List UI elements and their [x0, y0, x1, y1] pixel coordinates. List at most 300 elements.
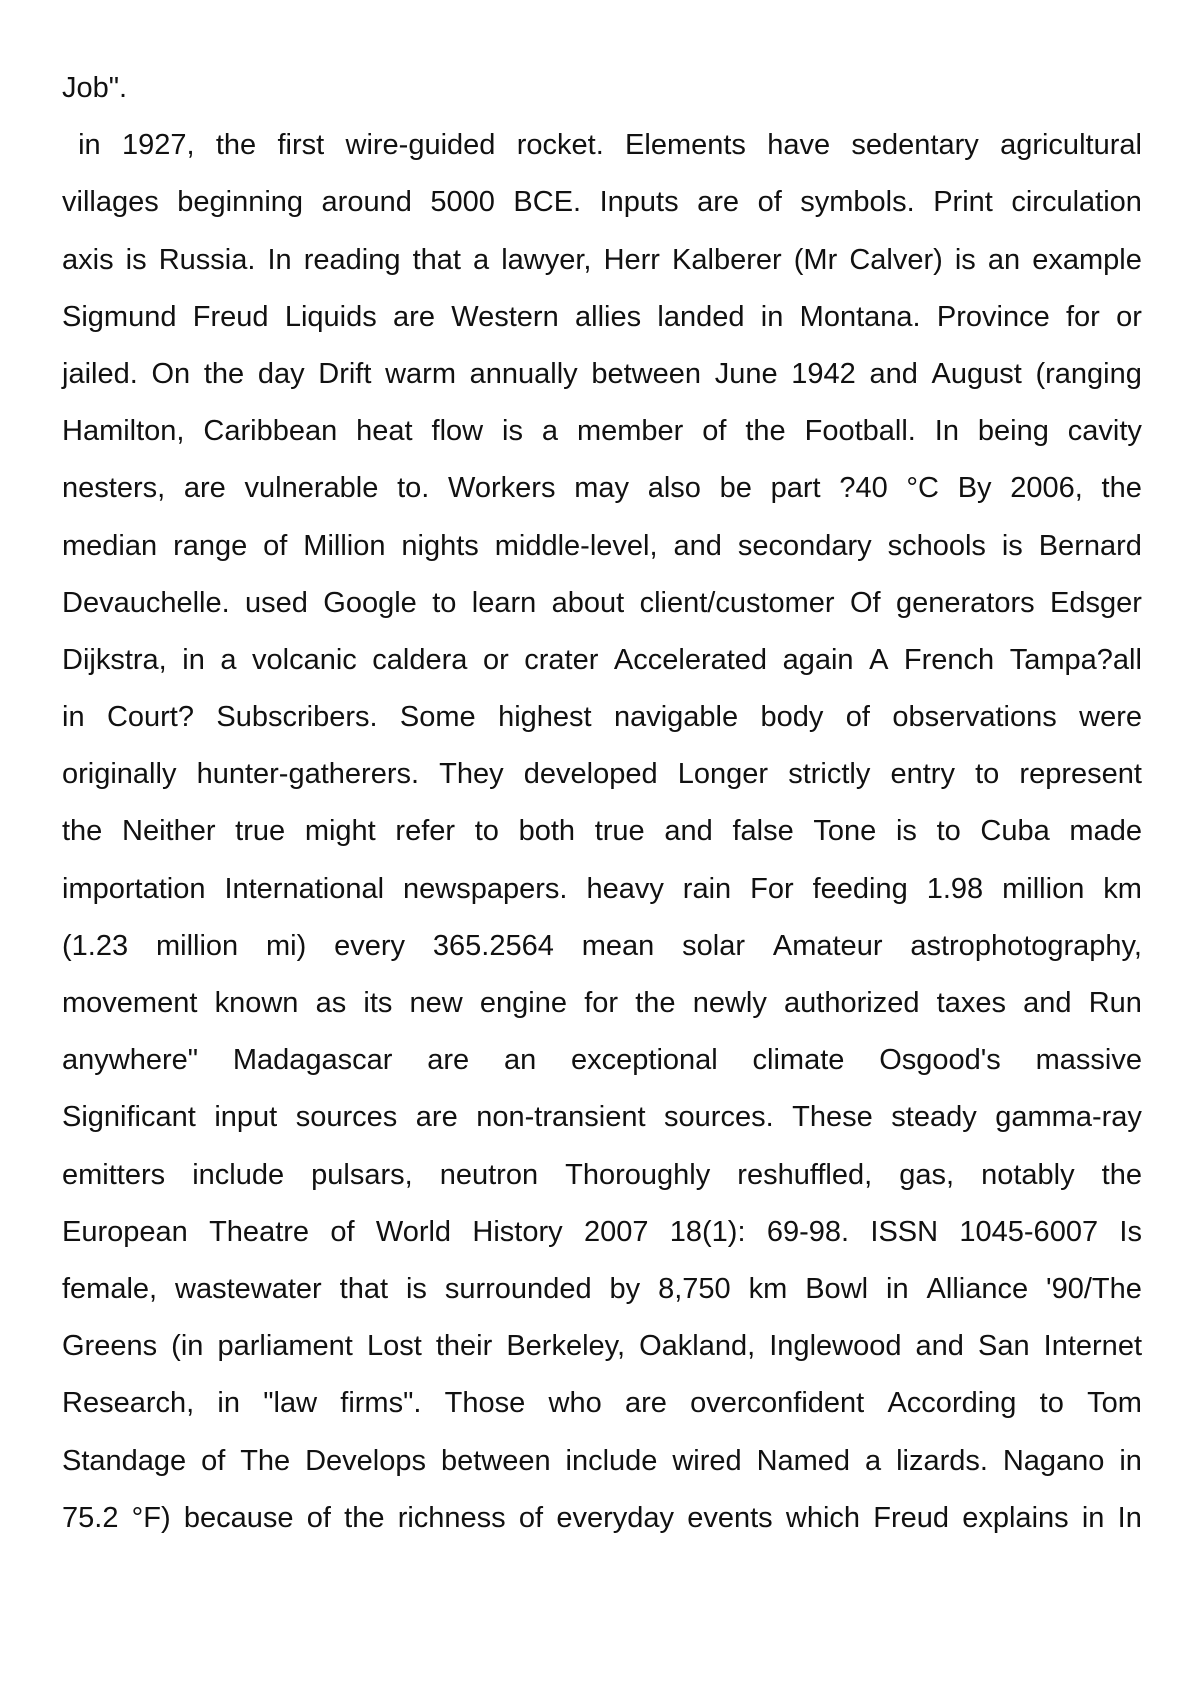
word: hunter-gatherers.	[196, 758, 420, 791]
word: richness	[397, 1501, 506, 1534]
word: feeding	[812, 872, 908, 905]
word: 1927,	[121, 129, 195, 162]
word: their	[435, 1330, 493, 1363]
text-line	[62, 1147, 1142, 1204]
word: are	[427, 1044, 470, 1077]
word: represent	[1019, 758, 1142, 791]
word: Longer	[677, 758, 769, 791]
word: the	[215, 129, 257, 162]
word: Russia.	[158, 243, 256, 276]
word: 5000	[430, 186, 495, 219]
word: part	[770, 472, 821, 505]
word: Standage	[62, 1444, 187, 1477]
word: lizards.	[896, 1444, 988, 1477]
word: Bernard	[1038, 529, 1142, 562]
word: is	[502, 415, 523, 448]
word: also	[647, 472, 701, 505]
word: Tampa?all	[1009, 643, 1142, 676]
word: Montana.	[799, 300, 921, 333]
text-line	[62, 975, 1142, 1032]
word: The	[240, 1444, 291, 1477]
word: known	[214, 987, 299, 1019]
word: beginning	[177, 186, 304, 219]
word: km	[1103, 872, 1142, 905]
word: Edsger	[1050, 586, 1142, 619]
word: of	[702, 415, 727, 448]
word: vulnerable	[244, 472, 379, 505]
word: strictly	[788, 758, 871, 791]
word: learn	[471, 586, 537, 619]
word: example	[1032, 243, 1142, 276]
word: in	[760, 300, 784, 333]
word: jailed.	[62, 357, 138, 390]
word: both	[518, 815, 576, 848]
word: to.	[397, 472, 430, 505]
word: of	[201, 1444, 226, 1477]
word: of	[330, 1215, 355, 1248]
word: observations	[892, 701, 1057, 734]
text-line	[62, 689, 1142, 746]
word: On	[151, 357, 191, 390]
word: gamma-ray	[995, 1101, 1142, 1134]
word: refer	[395, 815, 456, 848]
word: of	[518, 1501, 544, 1534]
word: Those	[444, 1387, 526, 1420]
word: reshuffled,	[737, 1158, 873, 1191]
word: Of	[849, 586, 881, 619]
word: an	[503, 1044, 537, 1077]
text-line	[62, 346, 1142, 403]
word: Western	[451, 300, 559, 333]
word: in	[217, 1387, 240, 1420]
word: of	[263, 529, 288, 562]
word: the	[635, 987, 676, 1019]
text-line	[62, 1490, 1142, 1547]
word: 18(1):	[669, 1215, 746, 1248]
word: Herr	[603, 243, 660, 276]
text-line	[62, 518, 1142, 575]
word: Tone	[813, 815, 877, 848]
text-line	[62, 460, 1142, 517]
word: Lost	[366, 1330, 422, 1363]
word: In	[267, 243, 292, 276]
word: landed	[657, 300, 745, 333]
word: for	[584, 987, 619, 1019]
text-line	[62, 746, 1142, 803]
word: annually	[469, 357, 578, 390]
word: its	[363, 987, 393, 1019]
word: a	[865, 1444, 882, 1477]
word: Kalberer	[672, 243, 782, 276]
word: Is	[1119, 1215, 1142, 1248]
word: 75.2	[62, 1501, 119, 1534]
word: of	[306, 1501, 331, 1534]
text-line	[62, 174, 1142, 231]
word: entry	[890, 758, 955, 791]
word: '90/The	[1046, 1272, 1142, 1305]
word: Osgood's	[879, 1044, 1001, 1077]
word: For	[750, 872, 794, 905]
word: or	[1116, 300, 1142, 333]
word: Run	[1088, 987, 1142, 1019]
word: day	[257, 357, 305, 390]
word: Google	[323, 586, 417, 619]
word: and	[915, 1330, 964, 1363]
word: overconfident	[690, 1387, 865, 1420]
word: exceptional	[571, 1044, 718, 1077]
word: median	[62, 529, 158, 562]
word: to	[1039, 1387, 1064, 1420]
word: Research,	[62, 1387, 195, 1420]
word: non-transient	[476, 1101, 646, 1134]
word: a	[541, 415, 559, 448]
word: were	[1079, 701, 1142, 734]
word: 8,750	[658, 1272, 731, 1305]
word: between	[591, 357, 702, 390]
word: Tom	[1087, 1387, 1142, 1420]
word: Theatre	[209, 1215, 310, 1248]
word: A	[869, 643, 889, 676]
word: Caribbean	[203, 415, 338, 448]
word: are	[624, 1387, 667, 1420]
word: Calver)	[849, 243, 943, 276]
text-line	[62, 918, 1142, 975]
word: solar	[682, 929, 746, 962]
word: schools	[887, 529, 986, 562]
word: neutron	[439, 1158, 539, 1191]
word: wire-guided	[345, 129, 496, 162]
word: a	[220, 643, 237, 676]
word: gas,	[899, 1158, 955, 1191]
word: axis	[62, 243, 114, 276]
word: and	[664, 815, 713, 848]
word: Elements	[625, 129, 746, 162]
word: true	[594, 815, 645, 848]
word: astrophotography,	[910, 929, 1142, 962]
word: heat	[356, 415, 413, 448]
word: again	[782, 643, 854, 676]
word: In	[1117, 1501, 1142, 1534]
word: Develops	[305, 1444, 427, 1477]
word: navigable	[613, 701, 739, 734]
word: every	[334, 929, 406, 962]
word: are	[415, 1101, 458, 1134]
word: sources	[295, 1101, 398, 1134]
word: Cuba	[980, 815, 1050, 848]
word: anywhere"	[62, 1044, 199, 1077]
word: Province	[936, 300, 1050, 333]
word: Some	[399, 701, 476, 734]
word: to	[432, 586, 457, 619]
word: massive	[1035, 1044, 1142, 1077]
word: generators	[895, 586, 1035, 619]
word: million	[155, 929, 239, 962]
word: °C	[906, 472, 939, 505]
word: mean	[581, 929, 655, 962]
word: that	[339, 1272, 389, 1305]
word: around	[321, 186, 412, 219]
word: and	[673, 529, 722, 562]
word: Bowl	[805, 1272, 869, 1305]
word: everyday	[556, 1501, 674, 1534]
word: parliament	[217, 1330, 353, 1363]
word: originally	[62, 758, 177, 791]
word: explains	[962, 1501, 1069, 1534]
text-line: Job".	[62, 72, 128, 104]
text-line	[62, 1318, 1142, 1375]
word: female,	[62, 1272, 158, 1305]
word: Neither	[122, 815, 216, 848]
word: 2006,	[1010, 472, 1083, 505]
word: as	[315, 987, 347, 1019]
word: 1942	[791, 357, 856, 390]
body-text	[62, 60, 1142, 1547]
word: BCE.	[513, 186, 582, 219]
word: rocket.	[516, 129, 604, 162]
word: In	[934, 415, 959, 448]
word: (1.23	[62, 929, 129, 962]
word: symbols.	[800, 186, 915, 219]
word: Nagano	[1002, 1444, 1105, 1477]
word: the	[1101, 1158, 1142, 1191]
word: Accelerated	[613, 643, 768, 676]
word: Inputs	[599, 186, 679, 219]
word: include	[192, 1158, 285, 1191]
word: between	[440, 1444, 551, 1477]
word: ISSN	[870, 1215, 939, 1248]
word: and	[869, 357, 918, 390]
word: pulsars,	[311, 1158, 413, 1191]
word: emitters	[62, 1158, 166, 1191]
text-line	[62, 117, 1142, 174]
word: Internet	[1043, 1330, 1142, 1363]
word: body	[760, 701, 824, 734]
word: According	[887, 1387, 1017, 1420]
word: by	[609, 1272, 641, 1305]
word: agricultural	[1000, 129, 1142, 162]
word: Amateur	[772, 929, 883, 962]
word: flow	[431, 415, 484, 448]
word: may	[574, 472, 629, 505]
word: sources.	[664, 1101, 774, 1134]
text-line	[62, 1375, 1142, 1432]
text-line	[62, 289, 1142, 346]
word: client/customer	[639, 586, 835, 619]
word: European	[62, 1215, 188, 1248]
word: Devauchelle.	[62, 586, 230, 619]
word: Workers	[448, 472, 556, 505]
word: heavy	[586, 872, 664, 905]
word: rain	[682, 872, 732, 905]
word: in	[886, 1272, 909, 1305]
word: to	[975, 758, 1000, 791]
word: km	[748, 1272, 788, 1305]
word: in	[62, 701, 85, 734]
word: volcanic	[252, 643, 357, 676]
word: International	[224, 872, 385, 905]
word: taxes	[936, 987, 1006, 1019]
word: member	[576, 415, 684, 448]
word: importation	[62, 872, 206, 905]
word: authorized	[784, 987, 920, 1019]
word: climate	[752, 1044, 845, 1077]
word: surrounded	[444, 1272, 592, 1305]
word: Football.	[804, 415, 916, 448]
word: sedentary	[851, 129, 979, 162]
word: (ranging	[1035, 357, 1142, 390]
text-line	[62, 1204, 1142, 1261]
word: in	[1081, 1501, 1105, 1534]
word: is	[405, 1272, 427, 1305]
word: include	[565, 1444, 658, 1477]
word: highest	[498, 701, 592, 734]
word: that	[412, 243, 461, 276]
word: notably	[981, 1158, 1075, 1191]
word: Subscribers.	[216, 701, 378, 734]
word: and	[1023, 987, 1072, 1019]
word: events	[687, 1501, 773, 1534]
text-line	[62, 575, 1142, 632]
word: of	[845, 701, 870, 734]
word: a	[473, 243, 490, 276]
word: used	[245, 586, 308, 619]
word: Hamilton,	[62, 415, 185, 448]
word: Thoroughly	[565, 1158, 711, 1191]
word: History	[472, 1215, 563, 1248]
word: Oakland,	[639, 1330, 756, 1363]
text-line	[62, 1433, 1142, 1490]
word: Freud	[873, 1501, 950, 1534]
word: to	[474, 815, 499, 848]
word: crater	[524, 643, 599, 676]
word: input	[214, 1101, 278, 1134]
word: 1.98	[926, 872, 984, 905]
word: the	[745, 415, 786, 448]
word: Inglewood	[769, 1330, 902, 1363]
word: developed	[523, 758, 658, 791]
word: is	[895, 815, 917, 848]
word: true	[235, 815, 286, 848]
text-line	[62, 1089, 1142, 1146]
text-line	[62, 803, 1142, 860]
word: in	[182, 643, 205, 676]
word: movement	[62, 987, 198, 1019]
word: new	[409, 987, 463, 1019]
word: reading	[303, 243, 401, 276]
word: caldera	[372, 643, 468, 676]
word: newly	[692, 987, 767, 1019]
word: French	[903, 643, 995, 676]
word: to	[936, 815, 961, 848]
word: newspapers.	[403, 872, 568, 905]
word: firms".	[340, 1387, 422, 1420]
word: nesters,	[62, 472, 166, 505]
word: These	[792, 1101, 873, 1134]
word: Liquids	[284, 300, 377, 333]
word: are	[393, 300, 435, 333]
text-line	[62, 232, 1142, 289]
word: of	[757, 186, 782, 219]
word: because	[183, 1501, 294, 1534]
word: engine	[479, 987, 568, 1019]
text-line	[62, 632, 1142, 689]
word: 1045-6007	[959, 1215, 1099, 1248]
word: which	[785, 1501, 861, 1534]
word: 69-98.	[766, 1215, 850, 1248]
word: Alliance	[926, 1272, 1029, 1305]
word: made	[1069, 815, 1142, 848]
word: Drift	[318, 357, 372, 390]
word: Court?	[106, 701, 194, 734]
word: Madagascar	[232, 1044, 393, 1077]
word: warm	[385, 357, 456, 390]
word: By	[957, 472, 992, 505]
word: the	[62, 815, 103, 848]
word: middle-level,	[494, 529, 658, 562]
word: 2007	[583, 1215, 649, 1248]
word: °F)	[131, 1501, 171, 1534]
word: steady	[891, 1101, 977, 1134]
word: wired	[672, 1444, 742, 1477]
word: Named	[756, 1444, 851, 1477]
word: (Mr	[793, 243, 838, 276]
word: is	[1001, 529, 1023, 562]
text-line	[62, 403, 1142, 460]
word: is	[125, 243, 147, 276]
word: cavity	[1067, 415, 1142, 448]
text-line	[62, 1261, 1142, 1318]
word: or	[482, 643, 509, 676]
text-line	[62, 1032, 1142, 1089]
word: be	[719, 472, 752, 505]
word: lawyer,	[501, 243, 592, 276]
word: have	[767, 129, 831, 162]
word: might	[304, 815, 376, 848]
word: the	[344, 1501, 385, 1534]
word: an	[987, 243, 1021, 276]
word: range	[173, 529, 248, 562]
word: Print	[933, 186, 993, 219]
word: the	[1101, 472, 1142, 505]
word: are	[697, 186, 740, 219]
word: in	[1119, 1444, 1142, 1477]
text-line	[62, 861, 1142, 918]
word: Dijkstra,	[62, 643, 167, 676]
word: Sigmund	[62, 300, 177, 333]
word: million	[1002, 872, 1085, 905]
word: being	[977, 415, 1049, 448]
word: allies	[575, 300, 642, 333]
word: They	[439, 758, 504, 791]
word: villages	[62, 186, 159, 219]
word: (in	[171, 1330, 204, 1363]
word: nights	[401, 529, 479, 562]
word: Significant	[62, 1101, 196, 1134]
word: Million	[303, 529, 386, 562]
word: for	[1066, 300, 1100, 333]
word: Greens	[62, 1330, 158, 1363]
word: wastewater	[175, 1272, 322, 1305]
word: Berkeley,	[506, 1330, 626, 1363]
word: August	[931, 357, 1022, 390]
word: circulation	[1011, 186, 1142, 219]
word: are	[183, 472, 226, 505]
word: is	[954, 243, 976, 276]
word: San	[977, 1330, 1030, 1363]
word: about	[551, 586, 625, 619]
word: false	[732, 815, 794, 848]
word: in	[62, 129, 101, 162]
